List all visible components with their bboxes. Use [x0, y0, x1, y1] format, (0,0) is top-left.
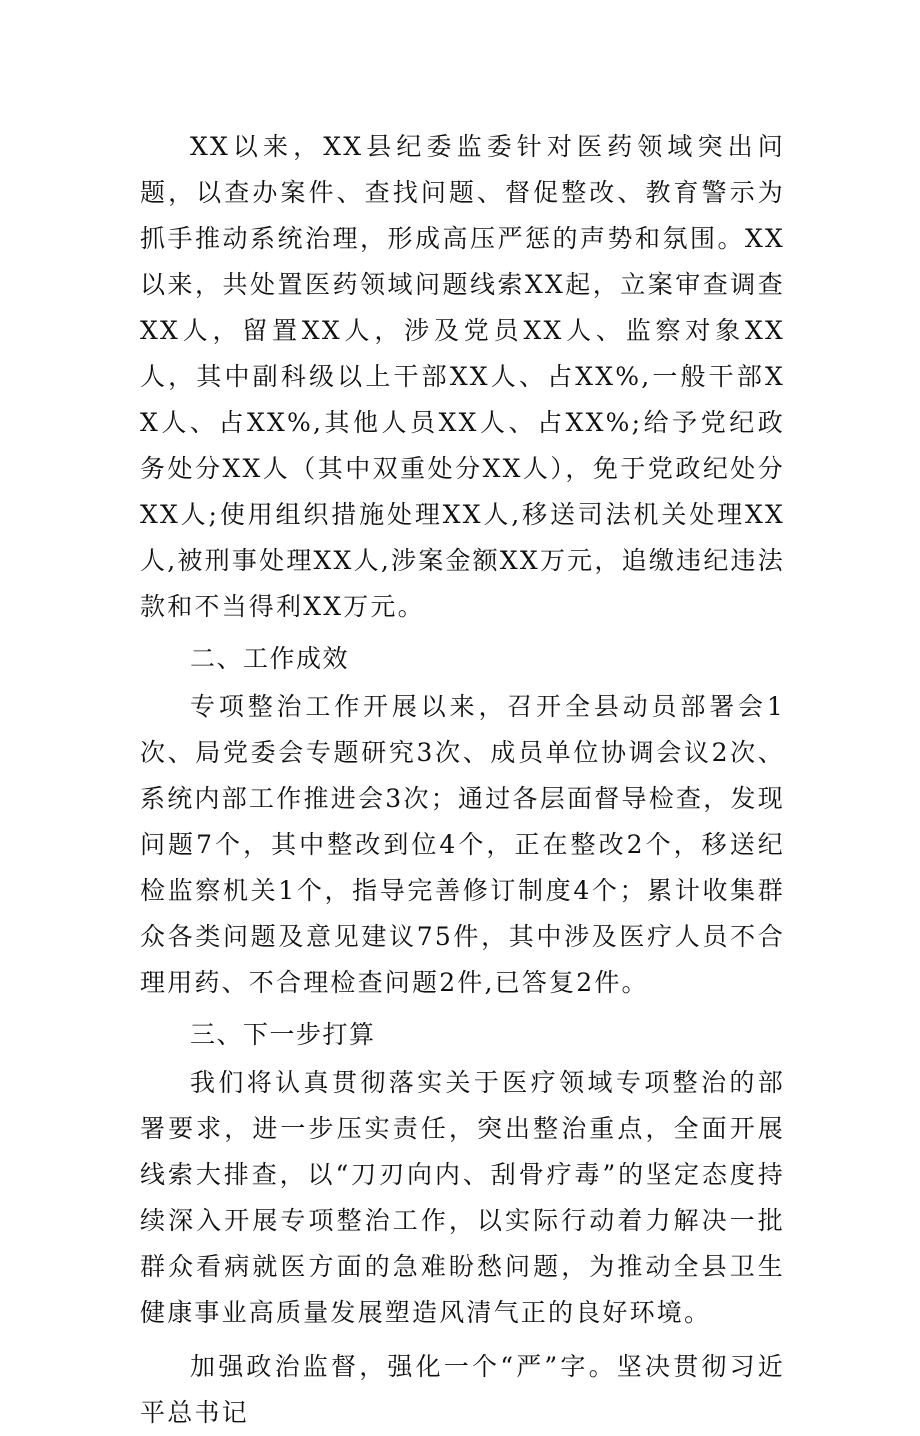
section-heading-work-results: 二、工作成效 — [190, 644, 350, 673]
paragraph-work-results: 专项整治工作开展以来，召开全县动员部署会1次、局党委会专题研究3次、成员单位协调会议2次、系统内部工作推进会3次；通过各层面督导检查，发现问题7个，其中整改到位4个，正在整改2个，移送纪检监察机关1个，指导完善修订制度4个；累计收集群众各类问题及意见建议75件，其中涉及医疗人员不合理用药、不合理检查问题2件,已答复2件。 — [140, 692, 785, 997]
section-heading-next-steps: 三、下一步打算 — [190, 1020, 376, 1049]
paragraph-case-statistics: XX以来，XX县纪委监委针对医药领域突出问题，以查办案件、查找问题、督促整改、教育警示为抓手推动系统治理，形成高压严惩的声势和氛围。XX以来，共处置医药领域问题线索XX起，立案审查调查XX人，留置XX人，涉及党员XX人、监察对象XX人，其中副科级以上干部XX人、占XX%,一般干部XX人、占XX%,其他人员XX人、占XX%;给予党纪政务处分XX人（其中双重处分XX人），免于党政纪处分XX人;使用组织措施处理XX人,移送司法机关处理XX人,被刑事处理XX人,涉案金额XX万元，追缴违纪违法款和不当得利XX万元。 — [140, 132, 785, 621]
paragraph-political-supervision: 加强政治监督，强化一个“严”字。坚决贯彻习近平总书记 — [140, 1352, 785, 1427]
paragraph-next-steps: 我们将认真贯彻落实关于医疗领域专项整治的部署要求，进一步压实责任，突出整治重点，全面开展线索大排查，以“刀刃向内、刮骨疗毒”的坚定态度持续深入开展专项整治工作，以实际行动着力解决一批群众看病就医方面的急难盼愁问题，为推动全县卫生健康事业高质量发展塑造风清气正的良好环境。 — [140, 1068, 785, 1327]
document-body — [140, 124, 785, 1436]
